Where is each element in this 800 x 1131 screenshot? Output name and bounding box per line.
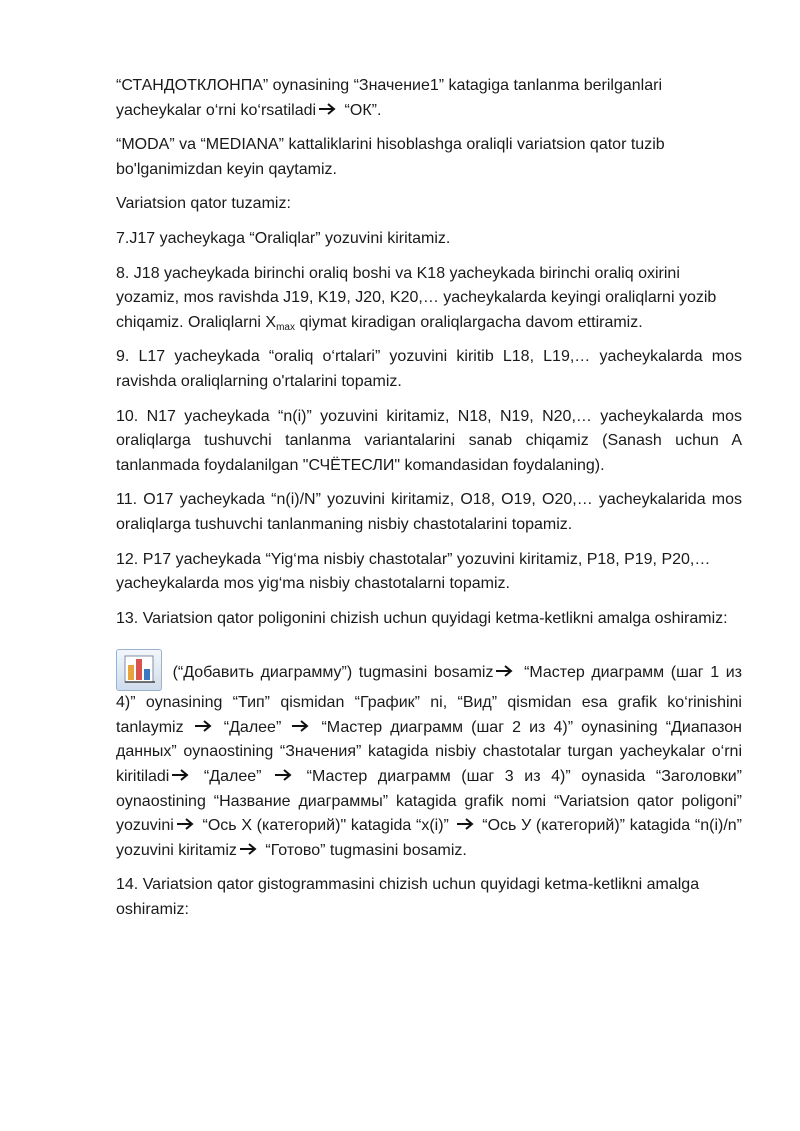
arrow-right-icon <box>456 817 476 831</box>
arrow-right-icon <box>274 768 294 782</box>
paragraph-3: Variatsion qator tuzamiz: <box>116 195 291 213</box>
paragraph-1: “СТАНДОТКЛОНПА” oynasining “Значение1” katagiga tanlanma berilganlari yacheykalar o‘rni ko‘rsatiladi “ОК”. <box>116 77 663 119</box>
arrow-right-icon <box>495 664 515 678</box>
arrow-right-icon <box>291 719 311 733</box>
arrow-right-icon <box>176 817 196 831</box>
paragraph-7: 10. N17 yacheykada “n(i)” yozuvini kiritamiz, N18, N19, N20,… yacheykalarda mos oraliqlarga tushuvchi tanlanma variantalarini sanab chiqamiz (Sanash uchun A tanlanmada foydalanilgan "СЧЁТЕСЛИ" komandasidan foydalaning). <box>116 407 742 474</box>
paragraph-2: “MODA” va “MEDIANA” kattaliklarini hisoblashga oraliqli variatsion qator tuzib bo'lganimizdan keyin qaytamiz. <box>116 136 665 178</box>
paragraph-5: 8. J18 yacheykada birinchi oraliq boshi va K18 yacheykada birinchi oraliq oxirini yozamiz, mos ravishda J19, K19, J20, K20,… yacheykalarda keyingi oraliqlarni yozib chiqamiz. Oraliqlarni $X_{max}$ qiymat kiradigan oraliqlargacha davom ettiramiz. <box>116 264 717 333</box>
paragraph-6: 9. L17 yacheykada “oraliq o‘rtalari” yozuvini kiritib L18, L19,… yacheykalarda mos ravishda oraliqlarning o'rtalarini topamiz. <box>116 348 742 390</box>
paragraph-4: 7.J17 yacheykaga “Oraliqlar” yozuvini kiritamiz. <box>116 229 451 247</box>
arrow-right-icon <box>171 768 191 782</box>
paragraph-11: (“Добавить диаграмму”) tugmasini bosamiz “Мастер диаграмм (шаг 1 из 4)” oynasining “Тип” qismidan “График” ni, “Вид” qismidan esa grafik ko‘rinishini tanlaymiz “Далее” “Мастер диаграмм (шаг 2 из 4)” oynasining “Диапазон данных” oynaostining “Значения” katagida nisbiy chastotalar turgan yacheykalar o‘rni kiritiladi “Далее” “Мастер диаграмм (шаг 3 из 4)” oynasida “Заголовки” oynaostining “Название диаграммы” katagida grafik nomi “Variatsion qator poligoni” yozuvini “Ось X (категорий)" katagida “x(i)” “Ось У (категорий)” katagida “n(i)/n” yozuvini kiritamiz “Готово” tugmasini bosamiz. <box>116 649 742 863</box>
document-page <box>116 74 742 933</box>
paragraph-9: 12. P17 yacheykada “Yig‘ma nisbiy chastotalar” yozuvini kiritamiz, P18, P19, P20,… yacheykalarda mos yig‘ma nisbiy chastotalarni topamiz. <box>116 550 711 593</box>
subscript-max: max <box>276 321 295 333</box>
arrow-right-icon <box>318 102 338 116</box>
paragraph-10: 13. Variatsion qator poligonini chizish uchun quyidagi ketma-ketlikni amalga oshiramiz: <box>116 609 728 627</box>
add-chart-icon <box>116 649 162 691</box>
paragraph-12: 14. Variatsion qator gistogrammasini chizish uchun quyidagi ketma-ketlikni amalga oshiramiz: <box>116 876 700 919</box>
arrow-right-icon <box>239 842 259 856</box>
arrow-right-icon <box>194 719 214 733</box>
paragraph-8: 11. O17 yacheykada “n(i)/N” yozuvini kiritamiz, O18, O19, O20,… yacheykalarida mos oraliqlarga tushuvchi tanlanmaning nisbiy chastotalarini topamiz. <box>116 491 742 533</box>
